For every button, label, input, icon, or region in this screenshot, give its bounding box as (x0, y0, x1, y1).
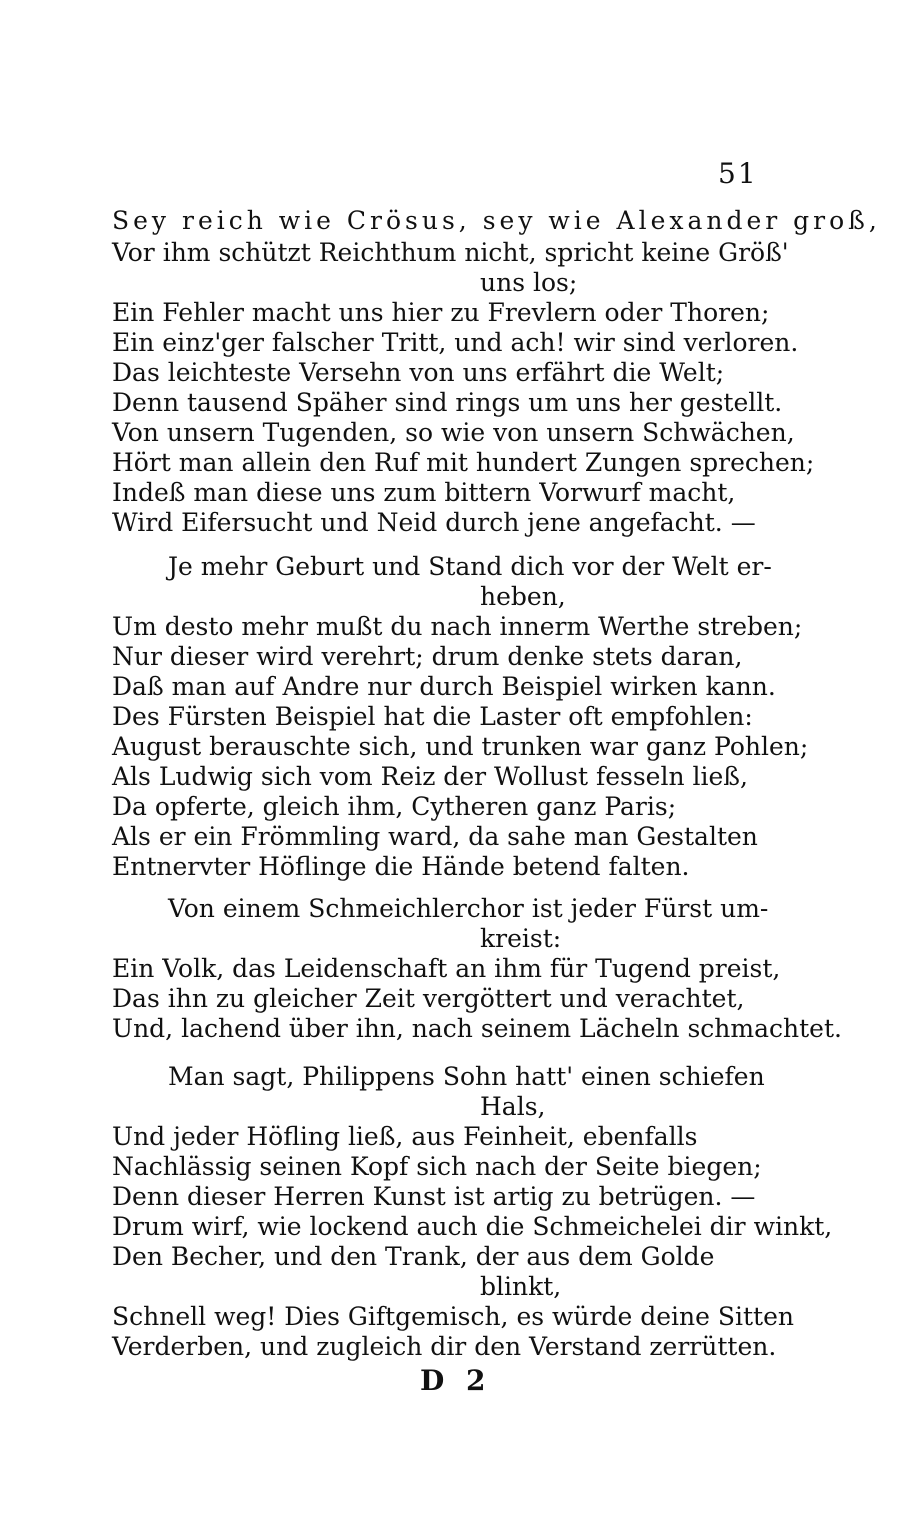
poem-line: Man sagt, Philippens Sohn hatt' einen schiefen (168, 1062, 765, 1091)
poem-line: Ein Fehler macht uns hier zu Frevlern oder Thoren; (112, 298, 770, 327)
poem-line-continuation: blinkt, (480, 1272, 562, 1301)
poem-line-continuation: kreist: (480, 924, 562, 953)
poem-line: Als er ein Frömmling ward, da sahe man Gestalten (112, 822, 758, 851)
page-number: 51 (718, 157, 758, 190)
poem-line: Denn dieser Herren Kunst ist artig zu betrügen. — (112, 1182, 756, 1211)
poem-line-continuation: uns los; (480, 268, 578, 297)
poem-line: Indeß man diese uns zum bittern Vorwurf macht, (112, 478, 736, 507)
poem-line: Da opferte, gleich ihm, Cytheren ganz Paris; (112, 792, 677, 821)
poem-line: Vor ihm schützt Reichthum nicht, spricht keine Größ' (112, 238, 789, 267)
poem-line: Verderben, und zugleich dir den Verstand zerrütten. (112, 1332, 777, 1361)
poem-line: Je mehr Geburt und Stand dich vor der Welt er- (168, 552, 772, 581)
poem-line: Ein einz'ger falscher Tritt, und ach! wir sind verloren. (112, 328, 799, 357)
poem-line: Hört man allein den Ruf mit hundert Zungen sprechen; (112, 448, 815, 477)
poem-line: Daß man auf Andre nur durch Beispiel wirken kann. (112, 672, 776, 701)
poem-line: Von unsern Tugenden, so wie von unsern Schwächen, (112, 418, 795, 447)
poem-line: Wird Eifersucht und Neid durch jene angefacht. — (112, 508, 756, 537)
poem-line: Als Ludwig sich vom Reiz der Wollust fesseln ließ, (112, 762, 748, 791)
poem-line: Des Fürsten Beispiel hat die Laster oft empfohlen: (112, 702, 753, 731)
poem-line: Nur dieser wird verehrt; drum denke stets daran, (112, 642, 743, 671)
poem-line-continuation: heben, (480, 582, 566, 611)
poem-line: Denn tausend Späher sind rings um uns her gestellt. (112, 388, 783, 417)
poem-line: Und, lachend über ihn, nach seinem Lächeln schmachtet. (112, 1014, 842, 1043)
poem-line: Das leichteste Versehn von uns erfährt die Welt; (112, 358, 725, 387)
poem-line: Den Becher, und den Trank, der aus dem Golde (112, 1242, 715, 1271)
poem-line: Entnervter Höflinge die Hände betend falten. (112, 852, 690, 881)
poem-line: Ein Volk, das Leidenschaft an ihm für Tugend preist, (112, 954, 781, 983)
poem-line: Das ihn zu gleicher Zeit vergöttert und verachtet, (112, 984, 745, 1013)
poem-line: Sey reich wie Crösus, sey wie Alexander groß, (112, 206, 881, 235)
poem-line: Schnell weg! Dies Giftgemisch, es würde deine Sitten (112, 1302, 794, 1331)
poem-line: August berauschte sich, und trunken war ganz Pohlen; (112, 732, 809, 761)
poem-line-continuation: Hals, (480, 1092, 546, 1121)
poem-line: Und jeder Höfling ließ, aus Feinheit, ebenfalls (112, 1122, 698, 1151)
poem-line: Drum wirf, wie lockend auch die Schmeichelei dir winkt, (112, 1212, 833, 1241)
poem-line: Um desto mehr mußt du nach innerm Werthe streben; (112, 612, 803, 641)
signature-mark: D 2 (420, 1364, 492, 1397)
poem-line: Nachlässig seinen Kopf sich nach der Seite biegen; (112, 1152, 762, 1181)
poem-line: Von einem Schmeichlerchor ist jeder Fürst um- (168, 894, 769, 923)
